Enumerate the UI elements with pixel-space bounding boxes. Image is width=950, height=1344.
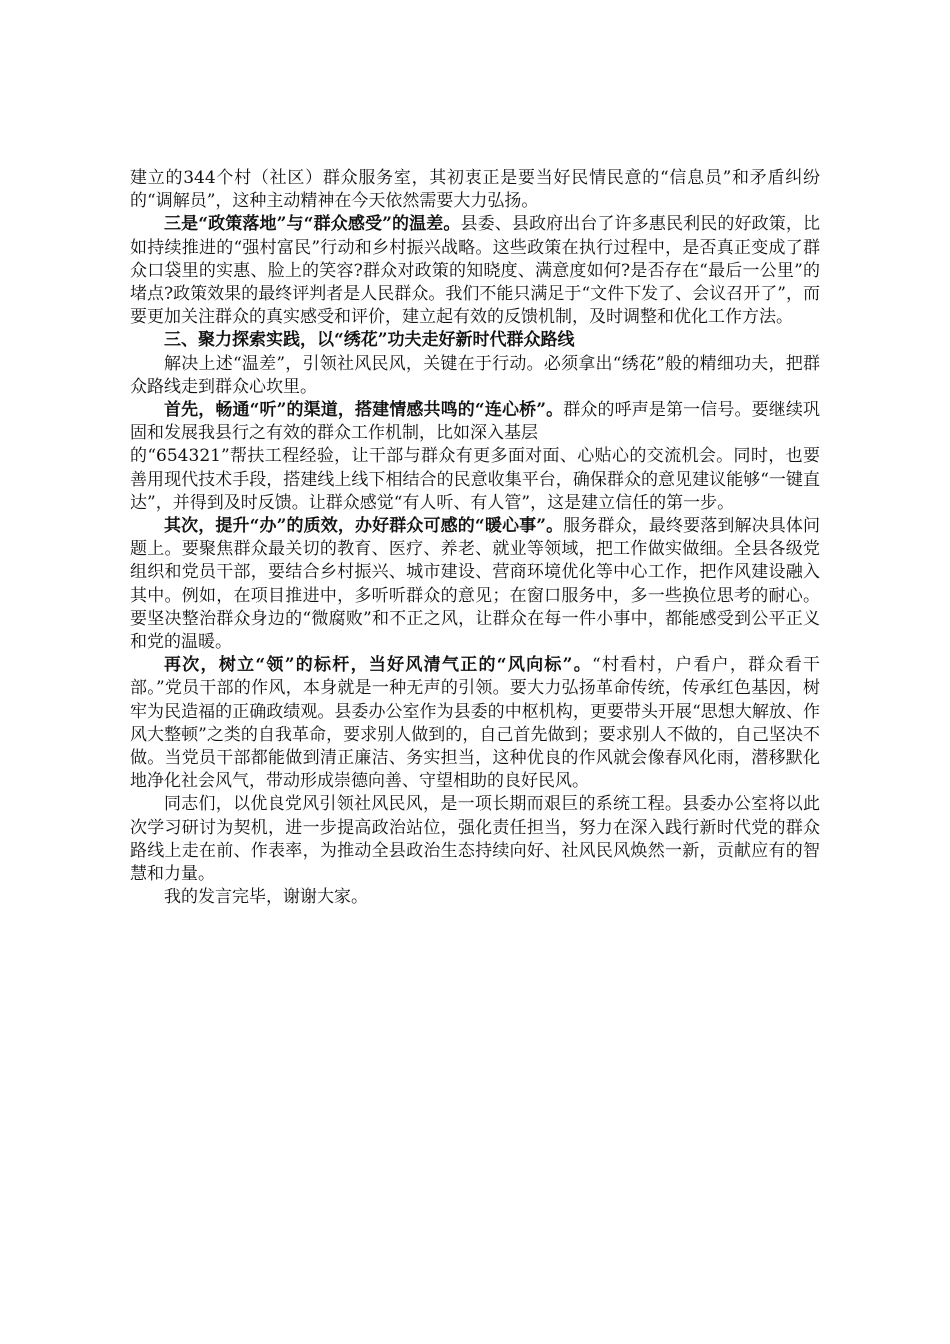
section-heading-3: 三、聚力探索实践，以“绣花”功夫走好新时代群众路线 [164,330,575,351]
paragraph-policy-gap [130,213,820,329]
paragraph-listen [130,399,820,515]
paragraph-listen-body-a: 群众的呼声是第一信号。要继续巩固和发展我县行之有效的群众工作机制，比如深入基层 [130,400,820,444]
paragraph-lead-example-body: “村看村，户看户，群众看干部。”党员干部的作风，本身就是一种无声的引领。要大力弘扬革命传统，传承红色基因，树牢为民造福的正确政绩观。县委办公室作为县委的中枢机构，更要带头开展“思想大解放、作风大整顿”之类的自我革命，要求别人做到的，自己首先做到；要求别人不做的，自己坚决不做。当党员干部都能做到清正廉洁、务实担当，这种优良的作风就会像春风化雨，潜移默化地净化社会风气，带动形成崇德向善、守望相助的良好民风。 [130,655,820,792]
paragraph-lead-example-lead: 再次，树立“领”的标杆，当好风清气正的“风向标”。 [164,655,592,676]
paragraph-policy-gap-lead: 三是“政策落地”与“群众感受”的温差。 [164,214,461,235]
document-page [130,167,820,910]
paragraph-lead-example [130,654,820,793]
paragraph-policy-gap-body: 县委、县政府出台了许多惠民利民的好政策，比如持续推进的“强村富民”行动和乡村振兴战略。这些政策在执行过程中，是否真正变成了群众口袋里的实惠、脸上的笑容?群众对政策的知晓度、满意度如何?是否存在“最后一公里”的堵点?政策效果的最终评判者是人民群众。我们不能只满足于“文件下发了、会议召开了”，而要更加关注群众的真实感受和评价，建立起有效的反馈机制，及时调整和优化工作方法。 [130,214,820,328]
paragraph-handle-body: 服务群众，最终要落到解决具体问题上。要聚焦群众最关切的教育、医疗、养老、就业等领域，把工作做实做细。全县各级党组织和党员干部，要结合乡村振兴、城市建设、营商环境优化等中心工作，把作风建设融入其中。例如，在项目推进中，多听听群众的意见；在窗口服务中，多一些换位思考的耐心。要坚决整治群众身边的“微腐败”和不正之风，让群众在每一件小事中，都能感受到公平正义和党的温暖。 [130,516,820,653]
paragraph-end: 我的发言完毕，谢谢大家。 [164,887,368,908]
paragraph-listen-lead: 首先，畅通“听”的渠道，搭建情感共鸣的“连心桥”。 [164,400,564,421]
paragraph-closing: 同志们，以优良党风引领社风民风，是一项长期而艰巨的系统工程。县委办公室将以此次学习研讨为契机，进一步提高政治站位，强化责任担当，努力在深入践行新时代党的群众路线上走在前、作表率，为推动全县政治生态持续向好、社风民风焕然一新，贡献应有的智慧和力量。 [130,794,820,885]
paragraph-listen-body-b: 的“654321”帮扶工程经验，让干部与群众有更多面对面、心贴心的交流机会。同时，也要善用现代技术手段，搭建线上线下相结合的民意收集平台，确保群众的意见建议能够“一键直达”，并得到及时反馈。让群众感觉“有人听、有人管”，这是建立信任的第一步。 [130,446,820,513]
paragraph-handle [130,515,820,654]
section-3-intro: 解决上述“温差”，引领社风民风，关键在于行动。必须拿出“绣花”般的精细功夫，把群众路线走到群众心坎里。 [130,353,820,397]
paragraph-intro: 建立的344个村（社区）群众服务室，其初衷正是要当好民情民意的“信息员”和矛盾纠纷的“调解员”，这种主动精神在今天依然需要大力弘扬。 [130,168,820,212]
paragraph-handle-lead: 其次，提升“办”的质效，办好群众可感的“暖心事”。 [164,516,564,537]
